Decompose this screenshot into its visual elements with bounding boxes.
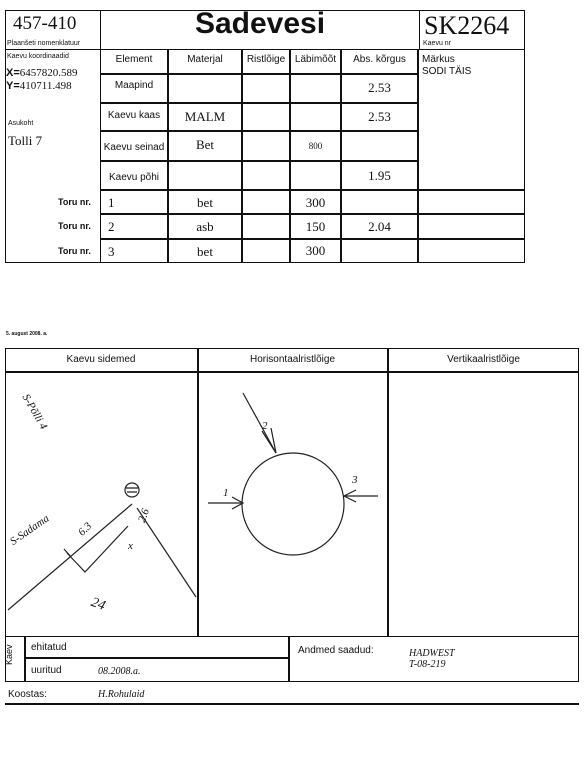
toru-2-label: Toru nr. [58,221,91,231]
pipe-1-label: 1 [223,487,229,499]
toru-3-labimoot: 300 [305,243,326,258]
x-label: X= [6,67,20,79]
label-s-polli: S-Põlli 4 [19,392,50,432]
row-kaas-materjal: MALM [184,109,226,124]
markus-value: SODI TÄIS [422,66,472,77]
col-kaevu-sidemed: Kaevu sidemed [66,354,136,365]
toru-1-nr: 1 [108,195,115,210]
row-seinad-labimoot: 800 [308,141,323,151]
header-ristloige: Ristlõige [246,54,286,65]
toru-2-labimoot: 150 [305,219,326,234]
x-value: 6457820.589 [19,67,78,79]
row-pohi-element: Kaevu põhi [108,172,160,183]
toru-1-label: Toru nr. [58,197,91,207]
top-form [0,0,584,300]
page-title: Sadevesi [194,7,326,40]
uuritud-label: uuritud [31,665,62,676]
label-s-sadama: S-Sadama [8,512,52,548]
koostas-value: H.Rohulaid [98,689,145,700]
row-maapind-element: Maapind [114,80,154,91]
header-abs-korgus: Abs. kõrgus [353,54,406,65]
andmed-label: Andmed saadud: [298,645,374,656]
x-coordinate [6,67,78,79]
label-num-24: 24 [88,595,108,614]
row-kaas-element: Kaevu kaas [107,110,161,121]
andmed-value-1: HADWEST [409,648,455,659]
uuritud-value: 08.2008.a. [98,666,141,677]
col-horisontaalristloige: Horisontaalristlõige [249,354,336,365]
nomenklatuur-label: Plaanšeti nomenklatuur [7,40,81,47]
nomenklatuur-value: 457-410 [13,13,77,34]
toru-3-nr: 3 [108,244,115,259]
footer-box [5,636,579,682]
y-label: Y= [6,80,20,92]
markus-label: Märkus [422,54,455,65]
ehitatud-label: ehitatud [31,642,67,653]
kaev-label: Kaev [4,644,14,665]
kaevu-nr-value: SK2264 [424,11,510,40]
toru-1-materjal: bet [197,195,213,210]
pipe-3-label: 3 [352,474,358,486]
header-element: Element [115,54,153,65]
toru-2-abs: 2.04 [368,219,391,234]
label-num-6-3: 6.3 [76,520,95,539]
row-seinad-element: Kaevu seinad [103,142,165,153]
toru-2-materjal: asb [196,219,214,234]
asukoht-value: Tolli 7 [8,133,43,148]
row-pohi-abs: 1.95 [368,168,391,183]
kaevu-nr-label: Kaevu nr [423,40,452,47]
y-coordinate [6,80,72,92]
y-value: 410711.498 [19,80,72,92]
toru-2-nr: 2 [108,219,115,234]
andmed-value-2: T-08-219 [409,659,446,670]
label-num-2-6: 2.6 [136,507,152,525]
toru-3-materjal: bet [197,244,213,259]
header-labimoot: Läbimõõt [294,54,337,65]
row-kaas-abs: 2.53 [368,109,391,124]
coordinates-label: Kaevu koordinaadid [7,53,69,60]
toru-3-label: Toru nr. [58,246,91,256]
col-vertikaalristloige: Vertikaalristlõige [447,354,520,365]
toru-1-labimoot: 300 [305,195,326,210]
sketch-panel [5,348,579,637]
asukoht-label: Asukoht [8,120,34,127]
koostas-label: Koostas: [8,689,47,700]
row-maapind-abs: 2.53 [368,80,391,95]
label-num-x: x [128,540,133,552]
row-seinad-materjal: Bet [195,137,215,152]
date-note: 5. august 2008. a. [6,331,48,337]
pipe-2-label: 2 [262,420,268,432]
header-materjal: Materjal [187,54,223,65]
